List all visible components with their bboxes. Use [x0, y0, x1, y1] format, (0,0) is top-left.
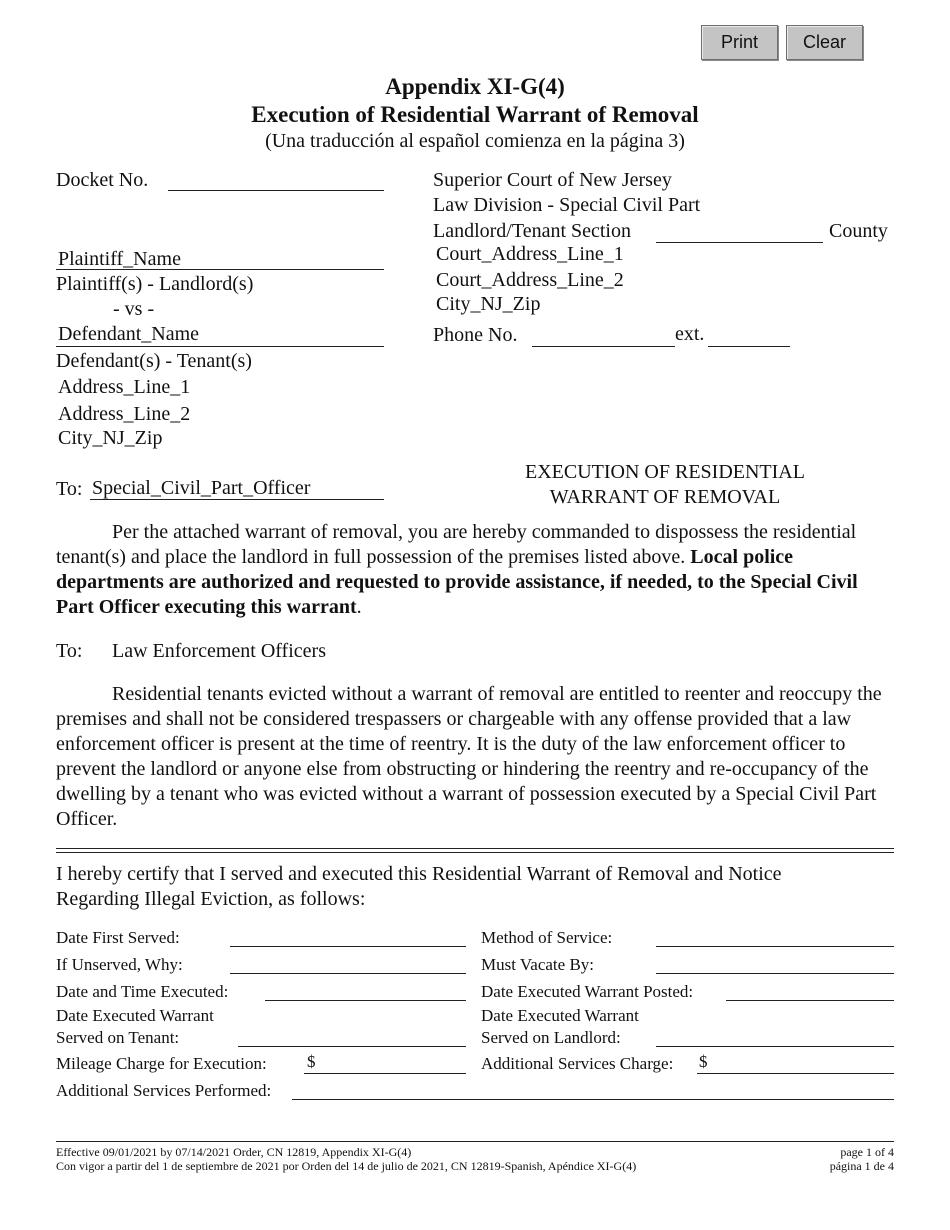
served-tenant-label-1: Date Executed Warrant: [56, 1006, 214, 1025]
versus-label: - vs -: [113, 298, 155, 320]
served-landlord-label-2: Served on Landlord:: [481, 1028, 621, 1047]
court-address-1-field[interactable]: Court_Address_Line_1: [436, 243, 624, 265]
served-tenant-label-2: Served on Tenant:: [56, 1028, 180, 1047]
command-text: Per the attached warrant of removal, you are hereby commanded to dispossess the residential tenant(s) and place the landlord in full possession of the premises listed above.: [56, 521, 857, 568]
command-text-end: .: [356, 596, 362, 618]
phone-label: Phone No.: [433, 324, 518, 346]
must-vacate-label: Must Vacate By:: [481, 955, 595, 974]
method-of-service-field[interactable]: [656, 946, 894, 947]
mileage-label: Mileage Charge for Execution:: [56, 1054, 267, 1073]
officer-field[interactable]: Special_Civil_Part_Officer: [92, 477, 311, 499]
court-division: Law Division - Special Civil Part: [433, 194, 701, 216]
must-vacate-field[interactable]: [656, 973, 894, 974]
mileage-dollar: $: [307, 1052, 316, 1071]
appendix-heading: Appendix XI-G(4): [385, 74, 565, 99]
reentry-text: Residential tenants evicted without a warrant of removal are entitled to reenter and reoccupy the premises and shall not be considered trespassers or chargeable with any offense provided that a law enforcement officer is present at the time of reentry. It is the duty of the law enforcement officer to prevent the landlord or anyone else from obstructing or hindering the reentry and re-occupancy of the dwelling by a tenant who was evicted without a warrant of possession executed by a Special Civil Part Officer.: [56, 683, 882, 830]
additional-charge-label: Additional Services Charge:: [481, 1054, 674, 1073]
served-landlord-field[interactable]: [656, 1046, 894, 1047]
plaintiff-role: Plaintiff(s) - Landlord(s): [56, 273, 254, 295]
divider-bottom: [56, 852, 894, 853]
spanish-note: (Una traducción al español comienza en la página 3): [265, 130, 685, 152]
date-time-executed-field[interactable]: [265, 1000, 466, 1001]
served-landlord-label-1: Date Executed Warrant: [481, 1006, 639, 1025]
police-assistance-text: Local police departments are authorized and requested to provide assistance, if needed, to the Special Civil Part Officer executing this warrant: [56, 546, 858, 618]
to-officer-label: To:: [56, 478, 83, 500]
court-section: Landlord/Tenant Section: [433, 220, 631, 242]
plaintiff-underline: [56, 269, 384, 270]
date-time-executed-label: Date and Time Executed:: [56, 982, 229, 1001]
plaintiff-name-field[interactable]: Plaintiff_Name: [58, 248, 181, 270]
county-field[interactable]: [656, 242, 823, 243]
if-unserved-field[interactable]: [230, 973, 466, 974]
divider-top: [56, 848, 894, 849]
date-first-served-field[interactable]: [230, 946, 466, 947]
page-title: Execution of Residential Warrant of Removal: [251, 102, 699, 127]
date-first-served-label: Date First Served:: [56, 928, 180, 947]
officer-underline: [90, 499, 384, 500]
defendant-underline: [56, 346, 384, 347]
ext-field[interactable]: [708, 346, 790, 347]
clear-button[interactable]: Clear: [786, 25, 863, 60]
print-button[interactable]: Print: [701, 25, 778, 60]
defendant-name-field[interactable]: Defendant_Name: [58, 323, 200, 345]
command-paragraph: [56, 520, 896, 620]
court-name: Superior Court of New Jersey: [433, 169, 672, 191]
additional-performed-label: Additional Services Performed:: [56, 1081, 272, 1100]
law-enforcement-recipient: Law Enforcement Officers: [112, 640, 326, 662]
city-field[interactable]: City_NJ_Zip: [58, 427, 163, 449]
footer-rule: [56, 1141, 894, 1142]
warrant-posted-field[interactable]: [726, 1000, 894, 1001]
phone-field[interactable]: [532, 346, 675, 347]
court-address-2-field[interactable]: Court_Address_Line_2: [436, 269, 624, 291]
mileage-field[interactable]: [304, 1073, 466, 1074]
execution-title-line-2: WARRANT OF REMOVAL: [549, 486, 781, 508]
additional-performed-field[interactable]: [292, 1099, 894, 1100]
address-line-2-field[interactable]: Address_Line_2: [58, 403, 191, 425]
additional-charge-field[interactable]: [697, 1073, 894, 1074]
address-line-1-field[interactable]: Address_Line_1: [58, 376, 191, 398]
footer-effective: Effective 09/01/2021 by 07/14/2021 Order, CN 12819, Appendix XI-G(4): [56, 1145, 412, 1159]
to-law-label: To:: [56, 640, 83, 662]
if-unserved-label: If Unserved, Why:: [56, 955, 183, 974]
method-of-service-label: Method of Service:: [481, 928, 613, 947]
ext-label: ext.: [675, 323, 705, 345]
warrant-posted-label: Date Executed Warrant Posted:: [481, 982, 694, 1001]
served-tenant-field[interactable]: [238, 1046, 466, 1047]
execution-title-line-1: EXECUTION OF RESIDENTIAL: [525, 461, 805, 483]
page-number: page 1 of 4: [840, 1145, 894, 1159]
county-label: County: [829, 220, 888, 242]
additional-charge-dollar: $: [699, 1052, 708, 1071]
reentry-paragraph: [56, 682, 896, 832]
footer-spanish: Con vigor a partir del 1 de septiembre de 2021 por Orden del 14 de julio de 2021, CN 12819-Spanish, Apéndice XI-G(4): [56, 1159, 637, 1173]
court-city-field[interactable]: City_NJ_Zip: [436, 293, 541, 315]
page-number-spanish: página 1 de 4: [829, 1159, 894, 1173]
defendant-role: Defendant(s) - Tenant(s): [56, 350, 252, 372]
certification-text: I hereby certify that I served and executed this Residential Warrant of Removal and Notice Regarding Illegal Eviction, as follows:: [56, 863, 782, 910]
docket-label: Docket No.: [56, 169, 149, 191]
docket-field[interactable]: [168, 190, 384, 191]
